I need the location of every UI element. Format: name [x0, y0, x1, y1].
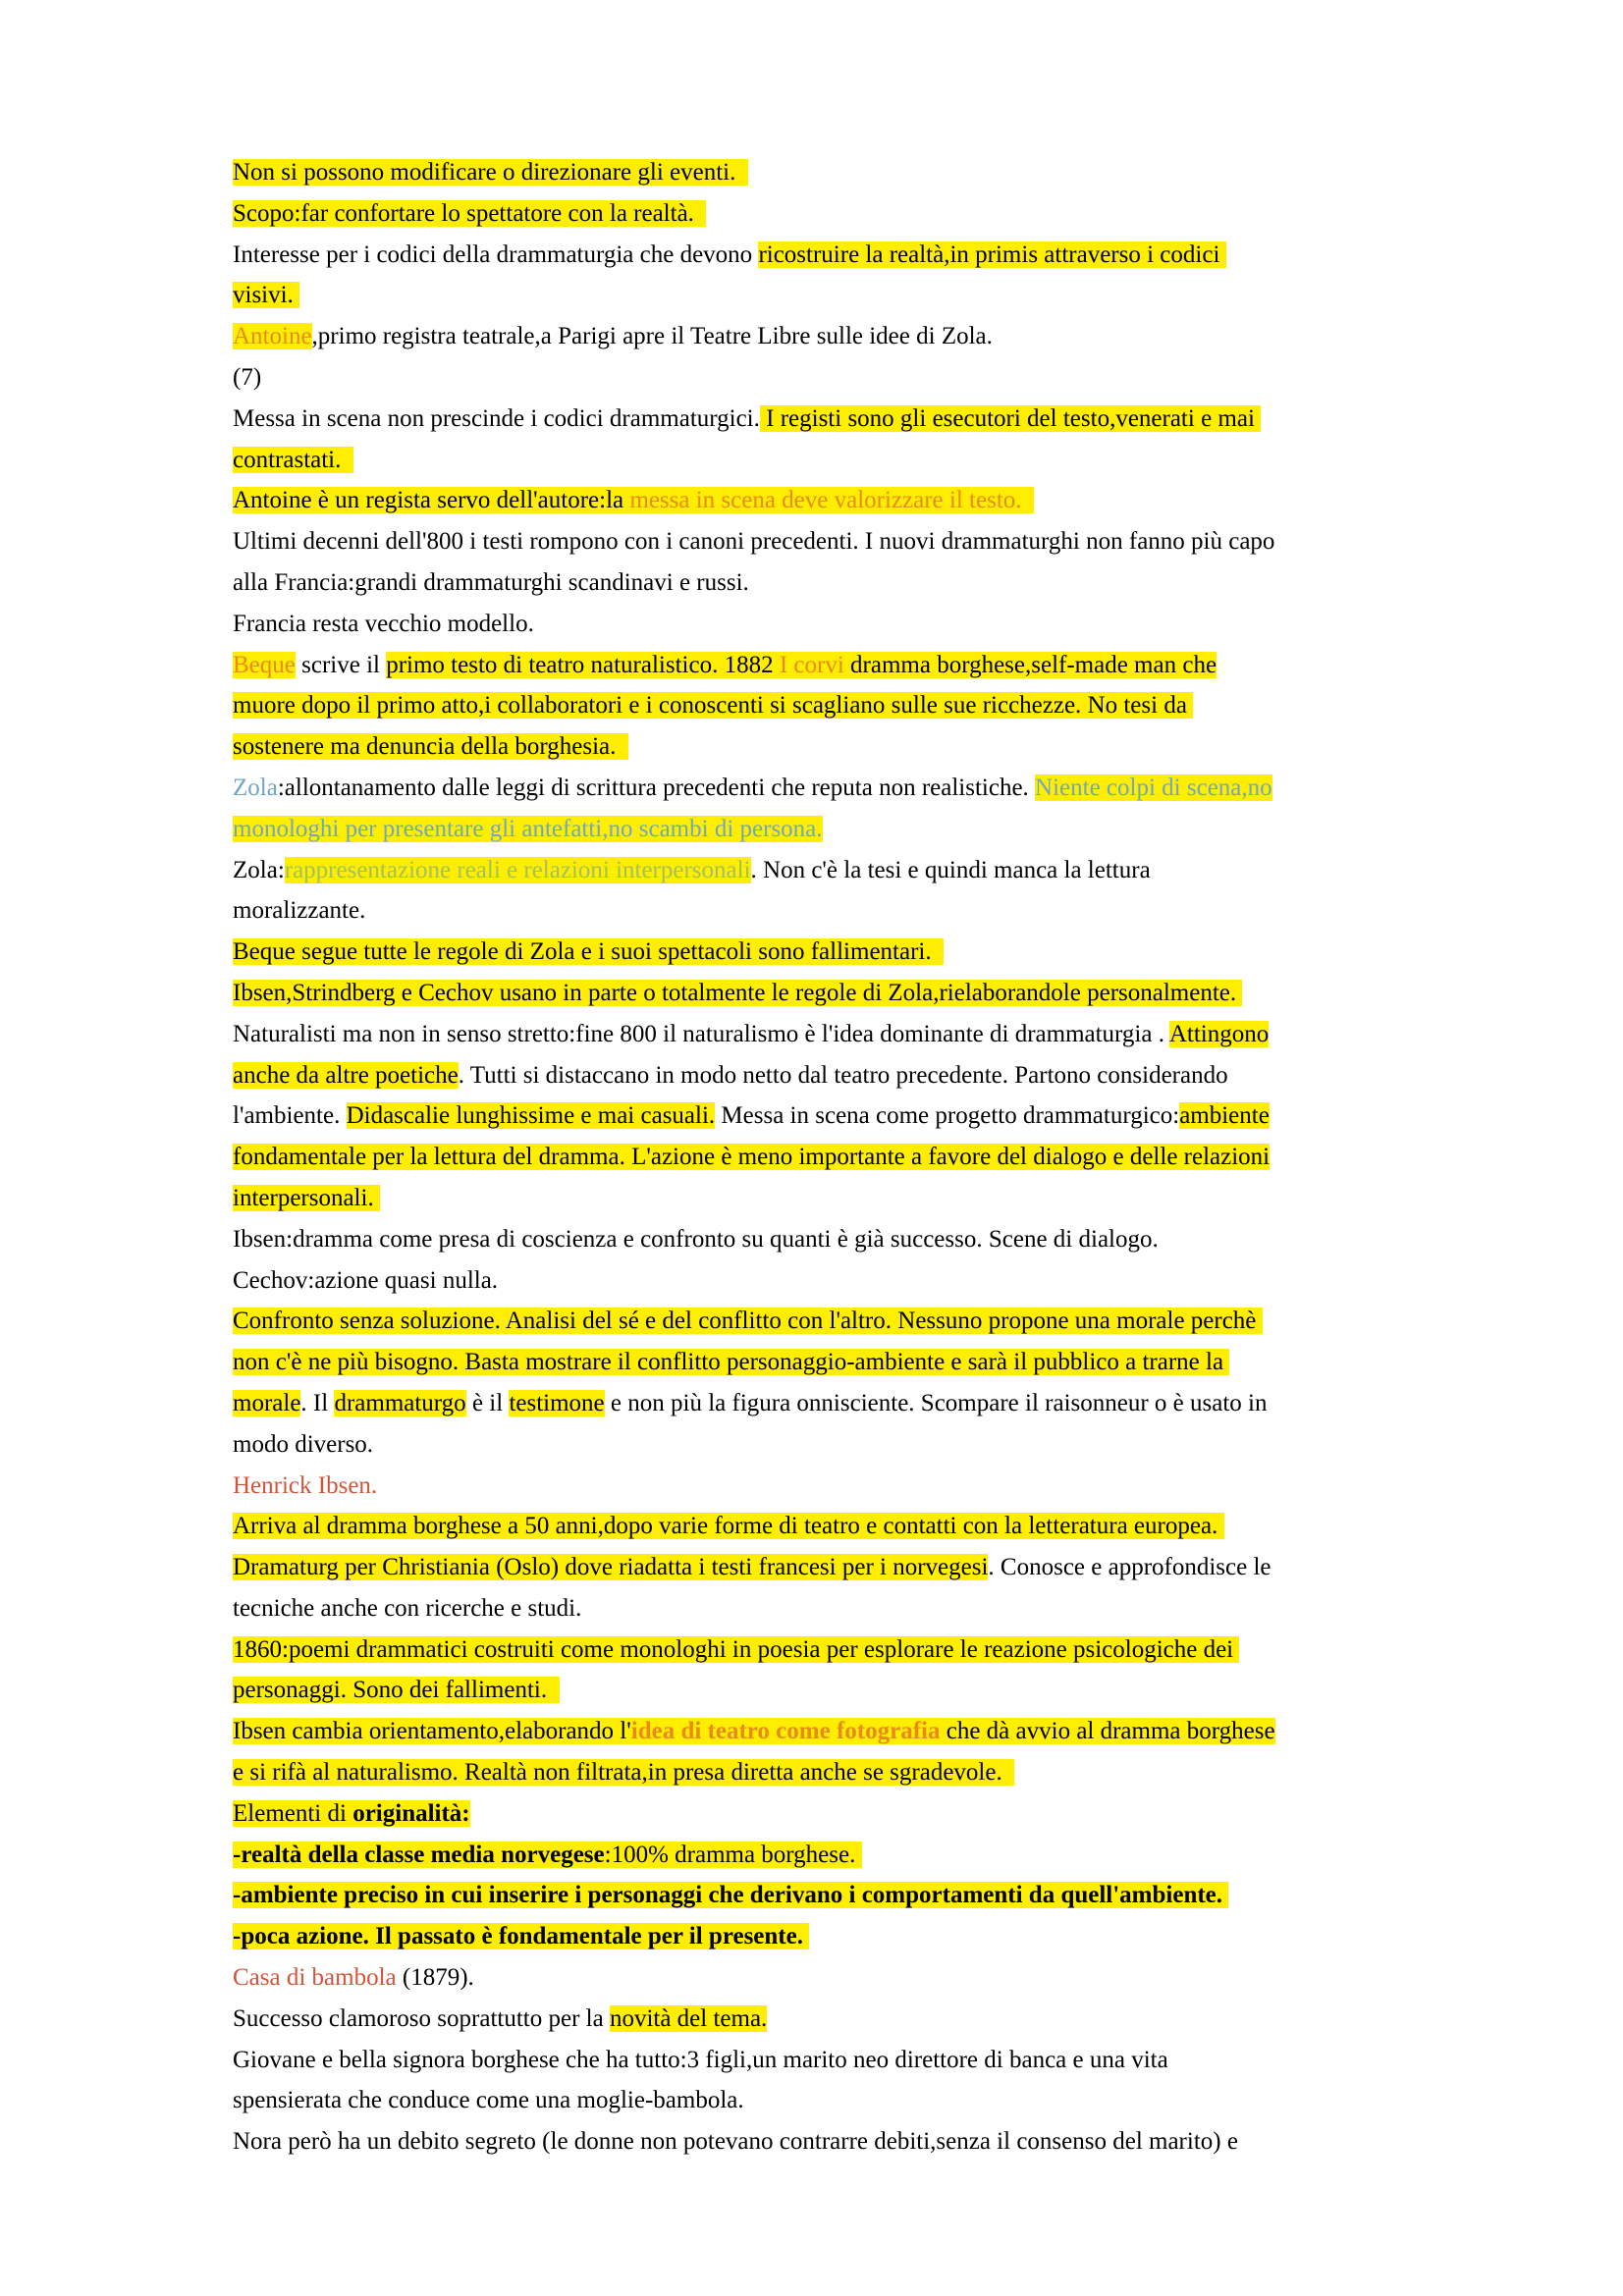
text-line: [233, 1095, 1411, 1137]
highlighted-text: -ambiente preciso in cui inserire i personaggi che derivano i comportamenti da quell'ambiente.: [233, 1882, 1229, 1909]
text-line: [233, 357, 1411, 399]
text-run: :allontanamento dalle leggi di scrittura precedenti che reputa non realistiche.: [277, 774, 1036, 801]
text-run: . Conosce e approfondisce le: [988, 1554, 1271, 1581]
highlighted-text: Antoine: [233, 323, 312, 350]
text-run: è il: [465, 1389, 510, 1416]
highlighted-text: idea di teatro come fotografia: [630, 1718, 941, 1745]
text-line: [233, 890, 1411, 932]
text-run: Ibsen:dramma come presa di coscienza e confronto su quanti è già successo. Scene di dialogo.: [233, 1225, 1159, 1253]
highlighted-text: contrastati.: [233, 446, 353, 473]
text-run: Interesse per i codici della drammaturgia che devono: [233, 240, 759, 268]
text-line: [233, 973, 1411, 1014]
text-run: . Tutti si distaccano in modo netto dal teatro precedente. Partono considerando: [458, 1061, 1228, 1089]
highlighted-text: Beque: [233, 651, 296, 678]
text-line: [233, 1670, 1411, 1711]
highlighted-text: Ibsen,Strindberg e Cechov usano in parte o totalmente le regole di Zola,rielaborandole personalmente.: [233, 979, 1243, 1006]
text-line: [233, 850, 1411, 891]
text-line: [233, 2040, 1411, 2081]
text-line: [233, 1424, 1411, 1466]
text-line: [233, 1835, 1411, 1876]
text-run: spensierata che conduce come una moglie-bambola.: [233, 2087, 744, 2114]
text-line: [233, 1137, 1411, 1178]
text-line: [233, 399, 1411, 440]
text-line: [233, 1793, 1411, 1835]
text-line: [233, 685, 1411, 726]
text-run: Cechov:azione quasi nulla.: [233, 1266, 499, 1294]
text-line: [233, 316, 1411, 357]
text-line: [233, 152, 1411, 193]
highlighted-text: Antoine è un regista servo dell'autore:la: [233, 487, 630, 514]
highlighted-text: 1860:poemi drammatici costruiti come monologhi in poesia per esplorare le reazione psicologiche dei: [233, 1635, 1240, 1663]
highlighted-text: fondamentale per la lettura del dramma. L'azione è meno importante a favore del dialogo e delle relazioni: [233, 1144, 1271, 1171]
text-run: modo diverso.: [233, 1430, 374, 1458]
text-run: Ultimi decenni dell'800 i testi rompono con i canoni precedenti. I nuovi drammaturghi non fanno più capo: [233, 528, 1275, 556]
highlighted-text: Attingono: [1168, 1020, 1270, 1047]
text-run: Zola: [233, 774, 278, 801]
text-line: [233, 768, 1411, 809]
text-line: [233, 1219, 1411, 1260]
highlighted-text: -poca azione. Il passato è fondamentale per il presente.: [233, 1923, 810, 1950]
highlighted-text: Arriva al dramma borghese a 50 anni,dopo varie forme di teatro e contatti con la letteratura europea.: [233, 1513, 1224, 1540]
highlighted-text: Non si possono modificare o direzionare gli eventi.: [233, 159, 748, 186]
text-line: [233, 440, 1411, 481]
highlighted-text: Scopo:far confortare lo spettatore con la realtà.: [233, 199, 707, 227]
highlighted-text: Elementi di: [233, 1799, 353, 1827]
text-run: Francia resta vecchio modello.: [233, 610, 534, 637]
text-line: [233, 521, 1411, 562]
text-line: [233, 1916, 1411, 1957]
text-line: [233, 645, 1411, 686]
highlighted-text: messa in scena deve valorizzare il testo.: [629, 487, 1035, 514]
highlighted-text: -realtà della classe media norvegese: [233, 1841, 605, 1868]
text-line: [233, 809, 1411, 850]
text-line: [233, 1301, 1411, 1342]
highlighted-text: non c'è ne più bisogno. Basta mostrare il conflitto personaggio-ambiente e sarà il pubblico a trarne la: [233, 1349, 1230, 1376]
text-run: scrive il: [295, 651, 387, 678]
text-line: [233, 235, 1411, 276]
text-run: Zola:: [233, 856, 285, 883]
highlighted-text: personaggi. Sono dei fallimenti.: [233, 1677, 560, 1704]
highlighted-text: I registi sono gli esecutori del testo,venerati e mai: [759, 404, 1262, 432]
text-run: tecniche anche con ricerche e studi.: [233, 1594, 582, 1622]
highlighted-text: interpersonali.: [233, 1184, 380, 1211]
highlighted-text: rappresentazione reali e relazioni interpersonali: [284, 856, 751, 883]
highlighted-text: sostenere ma denuncia della borghesia.: [233, 733, 628, 761]
text-line: [233, 1629, 1411, 1671]
text-run: Nora però ha un debito segreto (le donne non potevano contrarre debiti,senza il consenso del marito) e: [233, 2128, 1238, 2156]
highlighted-text: visivi.: [233, 282, 300, 309]
text-line: [233, 1014, 1411, 1055]
text-line: [233, 1055, 1411, 1096]
highlighted-text: I corvi: [779, 651, 844, 678]
text-run: moralizzante.: [233, 897, 366, 925]
highlighted-text: morale: [233, 1389, 301, 1416]
text-line: [233, 1178, 1411, 1219]
text-run: Henrick Ibsen.: [233, 1471, 378, 1499]
highlighted-text: che dà avvio al dramma borghese: [940, 1718, 1275, 1745]
text-line: [233, 726, 1411, 768]
document-body: [233, 152, 1411, 2163]
text-line: [233, 193, 1411, 235]
highlighted-text: Beque segue tutte le regole di Zola e i suoi spettacoli sono fallimentari.: [233, 938, 945, 966]
highlighted-text: originalità:: [352, 1799, 470, 1827]
highlighted-text: primo testo di teatro naturalistico. 1882: [386, 651, 780, 678]
text-line: [233, 1711, 1411, 1752]
text-line: [233, 2121, 1411, 2163]
highlighted-text: Niente colpi di scena,no: [1035, 774, 1272, 801]
highlighted-text: ricostruire la realtà,in primis attraverso i codici: [758, 240, 1226, 268]
text-run: ,primo registra teatrale,a Parigi apre il Teatre Libre sulle idee di Zola.: [311, 323, 993, 350]
text-line: [233, 275, 1411, 316]
text-run: . Non c'è la tesi e quindi manca la lettura: [750, 856, 1151, 883]
text-line: [233, 480, 1411, 521]
text-run: Casa di bambola: [233, 1964, 397, 1992]
text-line: [233, 604, 1411, 645]
highlighted-text: drammaturgo: [334, 1389, 466, 1416]
text-run: (1879).: [396, 1964, 474, 1992]
highlighted-text: dramma borghese,self-made man che: [843, 651, 1217, 678]
highlighted-text: testimone: [509, 1389, 605, 1416]
highlighted-text: ambiente: [1179, 1102, 1270, 1130]
text-run: l'ambiente.: [233, 1102, 347, 1130]
highlighted-text: Dramaturg per Christiania (Oslo) dove riadatta i testi francesi per i norvegesi: [233, 1554, 989, 1581]
text-line: [233, 1957, 1411, 1999]
text-run: Successo clamoroso soprattutto per la: [233, 2004, 610, 2032]
text-run: Messa in scena come progetto drammaturgico:: [715, 1102, 1180, 1130]
text-run: e non più la figura onnisciente. Scompare il raisonneur o è usato in: [604, 1389, 1268, 1416]
text-line: [233, 1466, 1411, 1507]
text-run: . Il: [300, 1389, 335, 1416]
text-line: [233, 1260, 1411, 1302]
highlighted-text: muore dopo il primo atto,i collaboratori e i conoscenti si scagliano sulle sue ricchezze. No tesi da: [233, 692, 1194, 720]
text-run: Naturalisti ma non in senso stretto:fine 800 il naturalismo è l'idea dominante di drammaturgia .: [233, 1020, 1169, 1047]
highlighted-text: Ibsen cambia orientamento,elaborando l': [233, 1718, 631, 1745]
highlighted-text: anche da altre poetiche: [233, 1061, 459, 1089]
highlighted-text: :100% dramma borghese.: [604, 1841, 862, 1868]
text-line: [233, 932, 1411, 973]
highlighted-text: monologhi per presentare gli antefatti,no scambi di persona.: [233, 815, 823, 842]
highlighted-text: Confronto senza soluzione. Analisi del sé e del conflitto con l'altro. Nessuno propone una morale perchè: [233, 1308, 1263, 1335]
text-line: [233, 562, 1411, 604]
highlighted-text: e si rifà al naturalismo. Realtà non filtrata,in presa diretta anche se sgradevole.: [233, 1759, 1015, 1787]
text-line: [233, 1588, 1411, 1629]
highlighted-text: novità del tema.: [609, 2004, 768, 2032]
text-line: [233, 1999, 1411, 2040]
text-line: [233, 1547, 1411, 1588]
text-line: [233, 2080, 1411, 2121]
text-line: [233, 1875, 1411, 1916]
highlighted-text: Didascalie lunghissime e mai casuali.: [346, 1102, 716, 1130]
text-run: Messa in scena non prescinde i codici drammaturgici.: [233, 404, 760, 432]
text-run: alla Francia:grandi drammaturghi scandinavi e russi.: [233, 568, 749, 596]
text-run: (7): [233, 363, 262, 391]
text-line: [233, 1506, 1411, 1547]
text-line: [233, 1752, 1411, 1793]
text-line: [233, 1383, 1411, 1424]
text-line: [233, 1342, 1411, 1383]
text-run: Giovane e bella signora borghese che ha tutto:3 figli,un marito neo direttore di banca e una vita: [233, 2046, 1168, 2073]
